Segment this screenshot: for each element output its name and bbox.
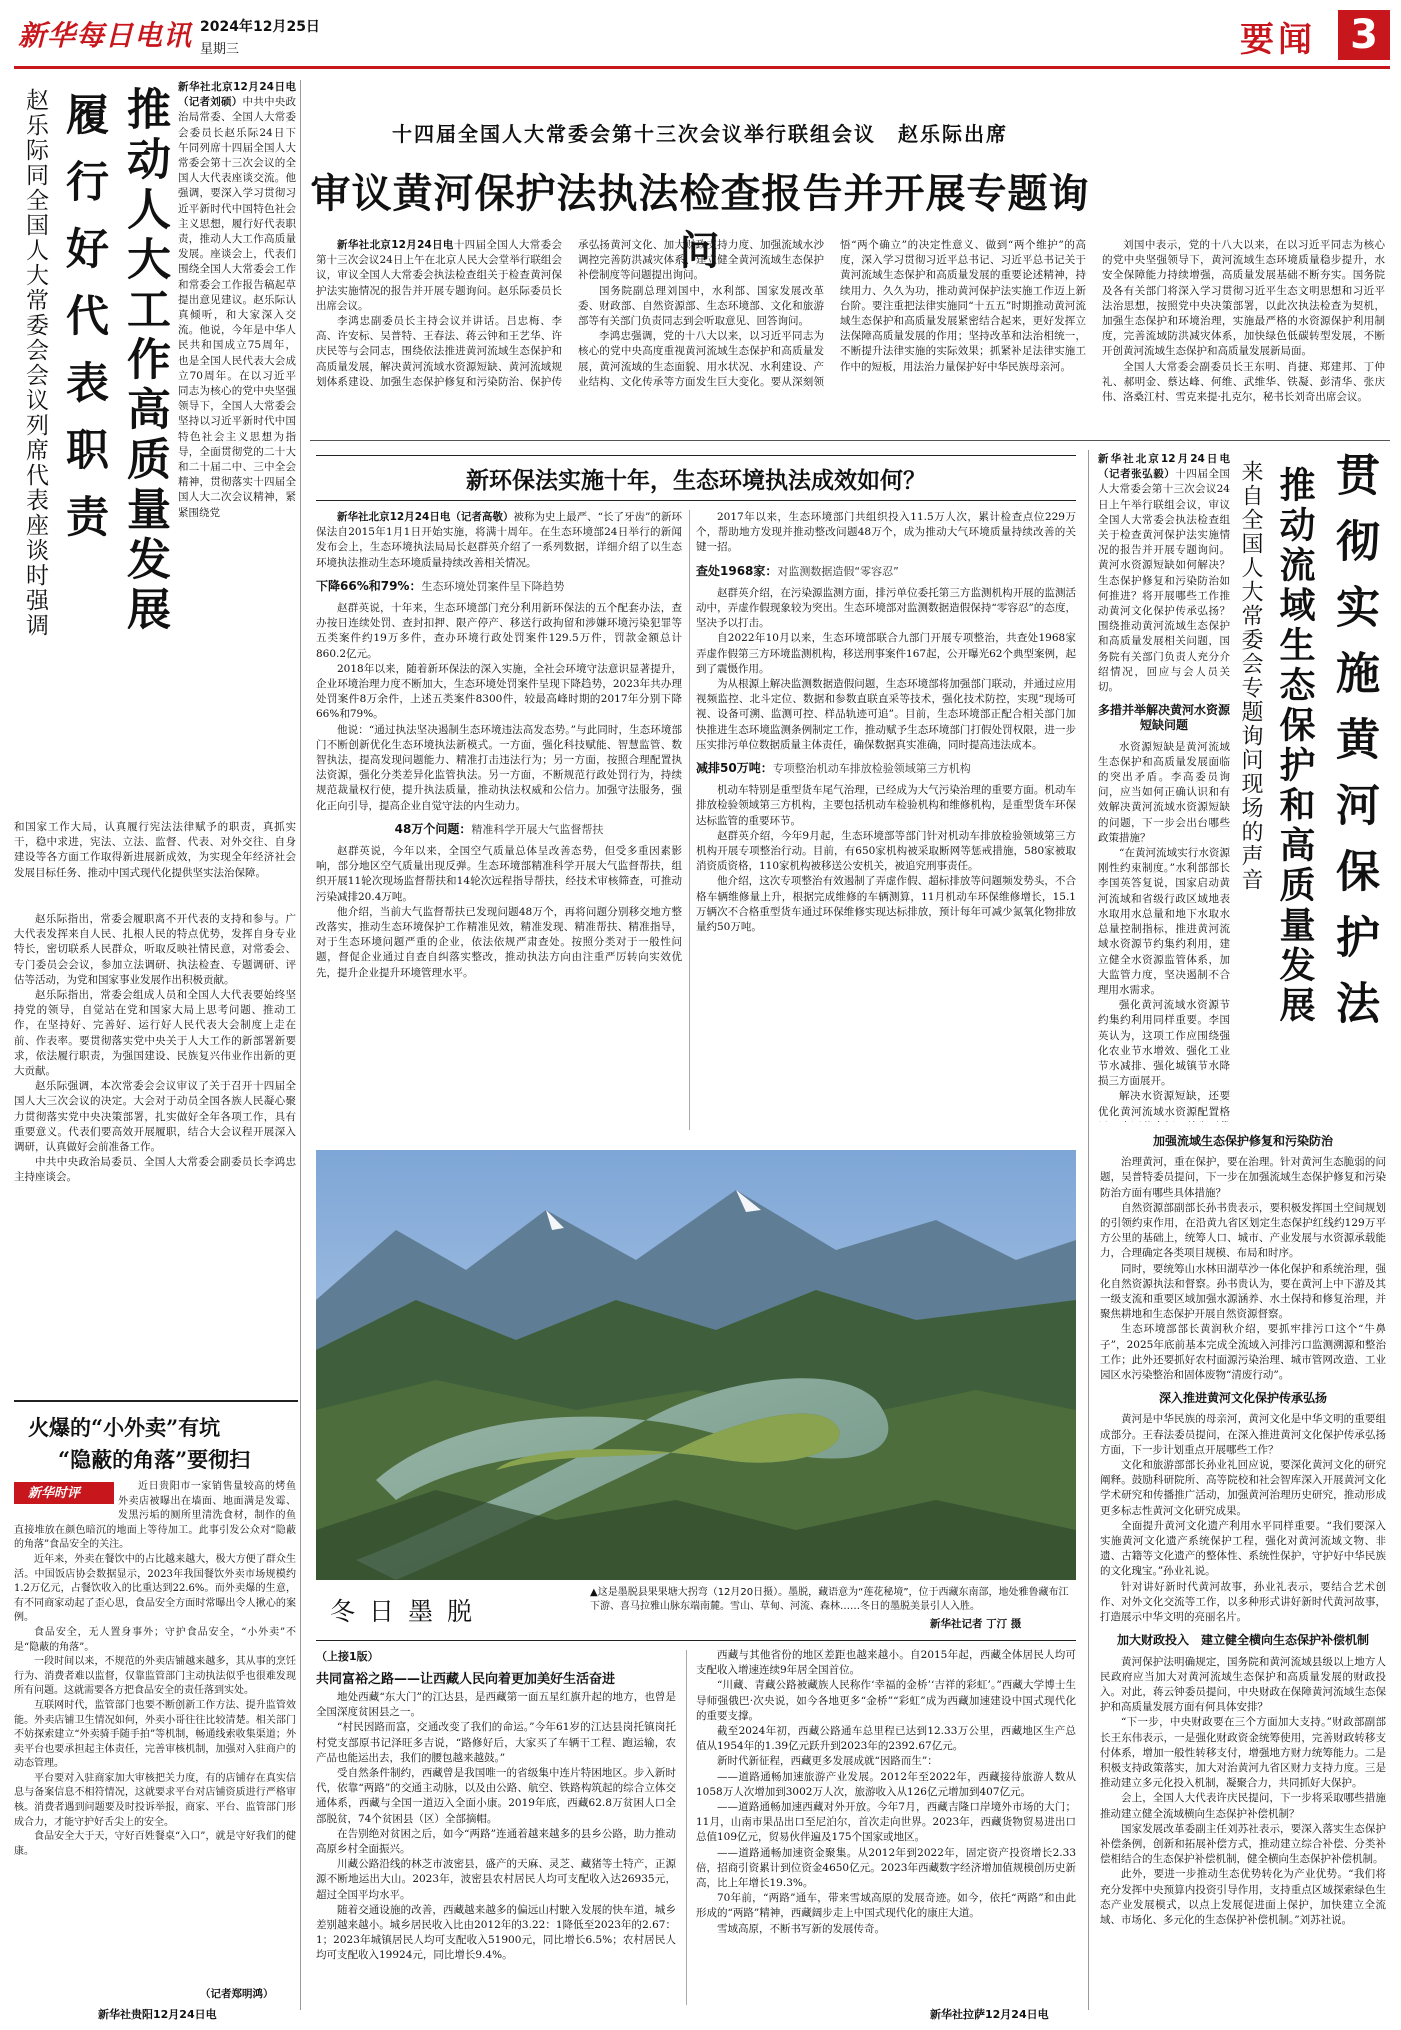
right-subhead: 多措并举解决黄河水资源短缺问题 — [1098, 703, 1230, 733]
right-subhead: 深入推进黄河文化保护传承弘扬 — [1158, 1391, 1327, 1406]
bottom-para: 随着交通设施的改善，西藏越来越多的偏远山村駛入发展的快车道，城乡差别越来越小。城乡居民收入比由2012年的3.22：1降低至2023年的2.67：1；2023年城镇居民人均可支配收入51900元，同比增长6.5%；农村居民人均可支配收入19924元，同比增长9.4%。 — [316, 1903, 676, 1962]
masthead-weekday: 星期三 — [200, 42, 240, 57]
lead-bottom-rule — [310, 440, 1390, 441]
masthead-date: 2024年12月25日 — [200, 19, 320, 35]
middle-story-headline: 新环保法实施十年，生态环境执法成效如何？ — [466, 467, 926, 494]
middle-col-1 — [316, 510, 682, 1140]
right-para: 黄河是中华民族的母亲河，黄河文化是中华文明的重要组成部分。王春法委员提问，在深入推进黄河文化保护传承弘扬方面，下一步计划重点开展哪些工作？ — [1100, 1413, 1386, 1456]
bottom-para: ——道路通畅加速旅游产业发展。2012年至2022年，西藏接待旅游人数从1058万人次增加到3002万人次，旅游收入从126亿元增加到407亿元。 — [696, 1770, 1076, 1798]
middle-para: 他介绍，当前大气监督帮扶已发现问题48万个，再将问题分别移交地方整改落实，推动生态环境保护工作精准见效，精准发现、精准帮扶、精准指导，对于生态环境问题严重的企业，依法依规严肃查处。按照分类对于一般性问题，督促企业通过自查自纠落实整改，推动执法方向由注重严厉转向实效优先，提升企业提升环境管理水平。 — [316, 905, 682, 979]
middle-subhead-text: 对监测数据造假“零容忍” — [777, 564, 899, 578]
left-story-para: 和国家工作大局，认真履行宪法法律赋予的职责，真抓实干，稳中求进，宪法、立法、监督、代表、对外交往、自身建设等各方面工作取得新进展新成效，为实现全年经济社会发展目标任务、推动中国式现代化提供坚实法治保障。 — [14, 821, 296, 879]
middle-subhead-text: 生态环境处罚案件呈下降趋势 — [421, 579, 565, 593]
motuo-landscape-photo — [316, 1150, 1076, 1580]
bottom-para: 川藏公路沿线的林芝市波密县，盛产的天麻、灵芝、藏猪等土特产，正源源不断地运出大山。2023年，波密县农村居民人均可支配收入达26935元，超过全国平均水平。 — [316, 1858, 676, 1901]
bottom-para: “川藏、青藏公路被藏族人民称作‘幸福的金桥’‘吉祥的彩虹’。”西藏大学博士生导师强俄巴·次央说，如今各地更多“金桥”“彩虹”成为西藏加速建设中国式现代化的重要支撑。 — [696, 1679, 1076, 1722]
bottom-story-top-rule — [316, 1640, 1076, 1641]
commentary-para: 近年来，外卖在餐饮中的占比越来越大，极大方便了群众生活。中国饭店协会数据显示，2023年我国餐饮外卖市场规模约1.2万亿元，占餐饮收入的比重达到22.6%。而外卖爆的生意，有不同商家动起了歪心思，食品安全方面时常曝出令人揪心的案例。 — [14, 1553, 296, 1624]
right-story-narrow-col — [1098, 452, 1230, 1122]
middle-intro: 被称为史上最严、“长了牙齿”的新环保法自2015年1月1日开始实施，将满十周年。在生态环境部24日举行的新闻发布会上，生态环境执法局局长赵群英介绍了一系列数据，详细介绍了以生态环境执法推动生态环境质量持续改善相关情况。 — [316, 511, 682, 569]
right-subhead: 加大财政投入 建立健全横向生态保护补偿机制 — [1116, 1633, 1369, 1648]
bottom-para: “村民因路而富，交通改变了我们的命运。”今年61岁的江达县岗托镇岗托村党支部原书记泽旺多吉说，“路修好后，大家买了车辆干工程、跑运输，农产品也能运出去，我们的腰包越来越鼓。” — [316, 1721, 676, 1764]
photo-credit: 新华社记者 丁汀 摄 — [930, 1618, 1022, 1630]
middle-story-head-rule — [316, 500, 1076, 501]
left-story-title-2: 履行好代表职责 — [59, 92, 109, 561]
middle-para: 自2022年10月以来，生态环境部联合九部门开展专项整治，共查处1968家弄虚作假第三方环境监测机构，移送刑事案件167起，公开曝光62个典型案例，起到了震慑作用。 — [696, 632, 1076, 675]
middle-subhead — [696, 761, 1076, 777]
middle-para: 赵群英说，今年以来，全国空气质量总体呈改善态势，但受多重因素影响，部分地区空气质量出现反弹。生态环境部精准科学开展大气监督帮扶，组织开展11轮次现场监督帮扶和14轮次远程指导帮扶，经技术审核筛查，可推动污染减排20.4万吨。 — [316, 845, 682, 903]
right-story-dateline: 新华社北京12月24日电（记者张弘毅） — [1098, 453, 1230, 481]
lead-body — [316, 238, 1086, 433]
right-para: 会上，全国人大代表许庆民提问，下一步将采取哪些措施推动建立健全流域横向生态保护补偿机制？ — [1100, 1792, 1386, 1820]
left-story — [14, 80, 304, 910]
middle-para: 为从根源上解决监测数据造假问题，生态环境部将加强部门联动，并通过应用视频监控、北斗定位、数据和参数直联直采等技术，强化技术防控，实现“现场可视、设备可溯、监测可控、样品轨迹可追”。目前，生态环境部正配合相关部门加快推进生态环境监测条例制定工作，推动赋予生态环境部门打假处罚权限，进一步压实排污单位数据质量主体责任，确保数据真实准确，同时提高违法成本。 — [696, 678, 1076, 751]
middle-para: 赵群英介绍，今年9月起，生态环境部等部门针对机动车排放检验领域第三方机构开展专项整治行动。目前，有650家机构被采取断网等惩戒措施，580家被取消资质资格，110家机构被移送公安机关，被追究刑事责任。 — [696, 829, 1076, 873]
commentary-footer-dateline: 新华社贵阳12月24日电 — [98, 2008, 217, 2021]
middle-subhead-text: 精准科学开展大气监督帮扶 — [471, 822, 604, 836]
middle-subhead-number: 下降66%和79%： — [316, 578, 422, 593]
commentary-body — [14, 1480, 296, 2000]
lead-para: 刘国中表示，党的十八大以来，在以习近平同志为核心的党中央坚强领导下，黄河流域生态环境质量稳步提升，水安全保障能力持续增强，高质量发展基础不断夯实。国务院及各有关部门将深入学习贯彻习近平生态文明思想和习近平法治思想，按照党中央决策部署，以此次执法检查为契机，加强生态保护和环境治理，实施最严格的水资源保护利用制度，完善流域防洪减灾体系，加快绿色低碳转型发展，不断开创黄河流域生态保护和高质量发展新局面。 — [1102, 239, 1385, 358]
right-para: 国家发展改革委副主任刘苏社表示，要深入落实生态保护补偿条例，创新和拓展补偿方式，推动建立综合补偿、分类补偿相结合的生态保护补偿机制，健全横向生态保护补偿机制。 — [1100, 1822, 1386, 1866]
photo-caption-title: 冬日墨脱 — [330, 1597, 487, 1626]
middle-story-dateline: 新华社北京12月24日电（记者高敬） — [337, 511, 514, 523]
middle-subhead-text: 专项整治机动车排放检验领域第三方机构 — [772, 762, 971, 776]
middle-para: 赵群英介绍，在污染源监测方面，排污单位委托第三方监测机构开展的监测活动中，弄虚作假现象较为突出。生态环境部对监测数据造假保持“零容忍”的态度，坚决予以打击。 — [696, 586, 1076, 630]
middle-subhead — [696, 564, 1076, 580]
masthead-logo: 新华每日电讯 — [18, 19, 193, 52]
commentary-para: 近日贵阳市一家销售量较高的烤鱼外卖店被曝出在墙面、地面满是发霉、发黑污垢的厕所里清洗食材，制作的鱼直接堆放在颜色暗沉的地面上等待加工。此事引发公众对“隐蔽的角落”食品安全的关注。 — [14, 1481, 296, 1551]
commentary-title-1: 火爆的“小外卖”有坑 — [28, 1415, 221, 1440]
middle-subhead — [316, 579, 682, 595]
lead-para: 国务院副总理刘国中，水利部、国家发展改革委、财政部、自然资源部、生态环境部、文化和旅游部等有关部门负责同志到会听取意见、回答询问。 — [578, 284, 824, 328]
page-number: 3 — [1350, 12, 1378, 58]
bottom-para: 截至2024年初，西藏公路通车总里程已达到12.33万公里，西藏地区生产总值从1954年的1.39亿元跃升到2023年的2392.67亿元。 — [696, 1725, 1076, 1753]
right-para: “在黄河流域实行水资源刚性约束制度。”水利部部长李国英答复说，国家启动黄河流域和省级行政区域地表水取用水总量和地下水取水总量控制指标，推进黄河流域水资源节约集约利用，建立健全水资源监管体系，加大监管力度，坚决遏制不合理用水需求。 — [1098, 847, 1230, 996]
middle-para: 2018年以来，随着新环保法的深入实施，全社会环境守法意识显著提升，企业环境治理力度不断加大，生态环境处罚案件呈现下降趋势，2023年共办理处罚案件8万余件，上述五类案件8300件，较最高峰时期的2017年分别下降66%和79%。 — [316, 662, 682, 721]
masthead — [0, 0, 1401, 68]
bottom-para: 雪域高原，不断书写新的发展传奇。 — [717, 1922, 885, 1935]
bottom-para: 地处西藏“东大门”的江达县，是西藏第一面五星红旗升起的地方，也曾是全国深度贫困县之一。 — [316, 1691, 676, 1719]
middle-subhead-number: 减排50万吨： — [696, 761, 773, 776]
right-story-narrow-text: 十四届全国人大常委会第十三次会议24日上午举行联组会议，审议全国人大常委会执法检查组关于检查黄河保护法实施情况的报告并开展专题询问。黄河水资源短缺如何解决？生态保护修复和污染防治如何推进？将开展哪些工作推动黄河文化保护传承弘扬？围绕推动黄河流域生态保护和高质量发展相关问题，国务院有关部门负责人充分介绍情况，回应与会人员关切。 — [1098, 468, 1230, 694]
bottom-para: 受自然条件制约，西藏曾是我国唯一的省级集中连片特困地区。步入新时代，依靠“两路”的交通主动脉，以及由公路、航空、铁路构筑起的综合立体交通体系，西藏与全国一道迈入全面小康。2019年底，西藏62.8万贫困人口全部脱贫，74个贫困县（区）全部摘帽。 — [316, 1767, 676, 1825]
right-para: 针对讲好新时代黄河故事，孙业礼表示，要结合艺术创作、对外文化交流等工作，以多种形式讲好新时代黄河故事，打造展示中华文明的亮丽名片。 — [1100, 1580, 1386, 1624]
commentary-byline: （记者郑明鸿） — [200, 1988, 274, 2000]
left-story-title-1: 推动人大工作高质量发展 — [119, 86, 170, 636]
commentary-para: 食品安全大于天，守好百姓餐桌“入口”，就是守好我们的健康。 — [14, 1831, 296, 1857]
bottom-story-headline: 共同富裕之路——让西藏人民向着更加美好生活奋进 — [316, 1672, 616, 1687]
middle-intro-2: 2017年以来，生态环境部门共组织投入11.5万人次，累计检查点位229万个，帮助地方发现并推动整改问题48万个，成为推动大气环境质量持续改善的关键一招。 — [696, 511, 1076, 554]
lead-kicker: 十四届全国人大常委会第十三次会议举行联组会议 赵乐际出席 — [392, 122, 1008, 146]
middle-right-divider — [1088, 450, 1089, 2010]
middle-para: 他介绍，这次专项整治有效遏制了弄虚作假、超标排放等问题频发势头，不合格车辆维修量上升，根据完成维修的车辆测算，11月机动车环保维修增长，15.1万辆次不合格重型货车通过环保维修实现达标排放，预计每年可减少氮氧化物排放量约50万吨。 — [696, 875, 1076, 934]
left-col-divider — [300, 80, 301, 2010]
lead-dateline: 新华社北京12月24日电 — [337, 239, 454, 251]
commentary-top-rule — [14, 1400, 298, 1402]
bottom-para: 70年前，“两路”通车，带来雪域高原的发展奇迹。如今，依托“两路”和由此形成的“两路”精神，西藏阔步走上中国式现代化的康庄大道。 — [696, 1892, 1076, 1920]
lead-body-right — [1102, 238, 1385, 433]
middle-subhead-number: 查处1968家： — [696, 563, 778, 578]
photo-caption: ▲这是墨脱县果果塘大拐弯（12月20日摄）。墨脱，藏语意为“莲花秘境”，位于西藏东南部，地处雅鲁藏布江下游、喜马拉雅山脉东端南麓。雪山、草甸、河流、森林……冬日的墨脱美景引人入胜。 — [590, 1587, 1069, 1612]
lead-para: 十四届全国人大常委会第十三次会议24日上午在北京人民大会堂举行联组会议，审议全国人大常委会执法检查组关于检查黄河保护法实施情况的报告并开展专题询问。赵乐际委员长出席会议。 — [316, 239, 563, 312]
middle-story-top-rule — [316, 455, 1076, 456]
right-para: 自然资源部副部长孙书贵表示，要积极发挥国土空间规划的引领约束作用，在沿黄九省区划定生态保护红线约129万平方公里的基础上，统筹人口、城市、产业发展与水资源承载能力，合理确定各类项目规模、布局和时序。 — [1100, 1201, 1386, 1260]
left-story-narrow-text: 中共中央政治局常委、全国人大常委会委员长赵乐际24日下午同列席十四届全国人大常委会第十三次会议的全国人大代表座谈交流。他强调，要深入学习贯彻习近平新时代中国特色社会主义思想，履行好代表职责，推动人大工作高质量发展。座谈会上，代表们围绕全国人大常委会工作和常委会工作报告稿起草提出意见建议。赵乐际认真倾听，和大家深入交流。他说，今年是中华人民共和国成立75周年，也是全国人民代表大会成立70周年。在以习近平同志为核心的党中央坚强领导下，全国人大常委会坚持以习近平新时代中国特色社会主义思想为指导，全面贯彻党的二十大和二十届二中、三中全会精神，贯彻落实十四届全国人大二次会议精神，紧紧围绕党 — [178, 96, 296, 519]
middle-col-2 — [696, 510, 1076, 1140]
bottom-para: ——道路通畅加速西藏对外开放。今年7月，西藏吉隆口岸境外市场的大门；11月，山南市果品出口至尼泊尔，首次走向世界。2023年，西藏货物贸易进出口总值109亿元，贸易伙伴遍及175个国家或地区。 — [696, 1801, 1076, 1844]
left-story-dateline: 新华社北京12月24日电（记者刘硕） — [178, 81, 296, 109]
left-story-body-continued — [14, 912, 296, 1392]
bottom-story-footer-dateline: 新华社拉萨12月24日电 — [930, 2008, 1049, 2021]
right-story-body — [1100, 1130, 1386, 2010]
commentary-para: 食品安全，无人置身事外；守护食品安全，“小外卖”不是“隐蔽的角落”。 — [14, 1626, 296, 1653]
commentary-column-label: 新华时评 — [28, 1486, 81, 1501]
right-para: 此外，要进一步推动生态优势转化为产业优势。“我们将充分发挥中央预算内投资引导作用，支持重点区域探索绿色生态产业发展模式，以点上发展促进面上保护，加快建立全流域、市场化、多元化的生态保护补偿机制。”刘苏社说。 — [1100, 1868, 1386, 1926]
middle-para: 机动车特别是重型货车尾气治理，已经成为大气污染治理的重要方面。机动车排放检验领域第三方机构，主要包括机动车检验机构和维修机构，是重型货车环保达标监管的重要环节。 — [696, 784, 1076, 827]
middle-col-divider — [689, 510, 690, 1130]
commentary-para: 互联网时代，监管部门也要不断创新工作方法、提升监管效能。外卖店铺卫生情况如何，外卖小哥往往比较清楚。相关部门不妨探索建立“外卖骑手随手拍”等机制，畅通线索收集渠道；外卖平台也要承担起主体责任，完善审核机制，加强对入驻商户的动态管理。 — [14, 1699, 296, 1770]
right-para: 文化和旅游部部长孙业礼回应说，要深化黄河文化的研究阐释。鼓励科研院所、高等院校和社会智库深入开展黄河文化学术研究和传播推广活动，加强黄河治理历史研究，推动形成更多标志性黄河文化研究成果。 — [1100, 1459, 1386, 1517]
bottom-col-divider — [686, 1650, 687, 2005]
bottom-col-1 — [316, 1690, 676, 2000]
right-story-subtitle: 来自全国人大常委会专题询问现场的声音 — [1238, 460, 1263, 892]
left-story-para: 赵乐际指出，常委会履职离不开代表的支持和参与。广大代表发挥来自人民、扎根人民的特点优势，发挥自身专业特长，密切联系人民群众，听取反映社情民意，对常委会、专门委员会会议，参加立法调研、执法检查、专题调研、评估等活动，为党和国家事业发展作出积极贡献。 — [14, 913, 296, 986]
section-name: 要闻 — [1240, 20, 1316, 60]
bottom-story-note: （上接1版） — [316, 1650, 379, 1663]
commentary-para: 平台要对入驻商家加大审核把关力度，有的店铺存在真实信息与备案信息不相符情况，这就要求平台对店铺资质进行严格审核。消费者遇到问题要及时投诉举报，商家、平台、监管部门形成合力，才能守护好舌尖上的安全。 — [14, 1772, 296, 1828]
right-subhead: 加强流域生态保护修复和污染防治 — [1152, 1134, 1333, 1148]
right-para: 治理黄河，重在保护，要在治理。针对黄河生态脆弱的问题，吴普特委员提问，下一步在加强流域生态保护修复和污染防治方面有哪些具体措施？ — [1100, 1156, 1386, 1199]
lead-para: 李鸿忠副委员长主持会议并讲话。吕忠梅、李高、许安标、吴普特、王春法、蒋云钟和王艺华、许庆民等与会同志，围绕依法推进黄河流域生态保护和高质量发展，解决黄河流域水资源短缺、黄河流域规划体系建设、加强生态保护修复和污染防治、保护传承弘扬黄河文化、加大财政支持力度、加强流域水沙调控完善防洪减灾体系、建立健全黄河流域生态保护补偿制度等问题提出询问。 — [316, 239, 824, 388]
commentary-title-2: “隐蔽的角落”要彻扫 — [58, 1447, 251, 1472]
lead-para: 李鸿忠强调，党的十八大以来，以习近平同志为核心的党中央高度重视黄河流域生态保护和高质量发展，黄河流域的生态面貌、用水状况、水利建设、产业结构、文化传承等方面发生巨大变化。要从深刻领悟“两个确立”的决定性意义、做到“两个维护”的高度，深入学习贯彻习近平总书记、习近平总书记关于黄河流域生态保护和高质量发展的重要论述精神，持续用力、久久为功，推动黄河保护法实施工作迈上新台阶。要注重把法律实施同“十五五”时期推动黄河流域生态保护和高质量发展紧密结合起来，更好发挥立法保障高质量发展的作用；坚持改革和法治相统一，不断提升法律实施的实际效果；抓紧补足法律实施工作中的短板，用法治力量保护好中华民族母亲河。 — [578, 239, 1086, 388]
lead-para: 全国人大常委会副委员长王东明、肖捷、郑建邦、丁仲礼、郝明金、蔡达峰、何维、武维华、铁凝、彭清华、张庆伟、洛桑江村、雪克来提·扎克尔，秘书长刘奇出席会议。 — [1102, 360, 1385, 404]
lead-headline: 审议黄河保护法执法检查报告并开展专题询问 — [310, 170, 1090, 274]
middle-subhead — [316, 822, 682, 838]
left-story-body — [14, 820, 296, 910]
right-para: 黄河保护法明确规定，国务院和黄河流域县级以上地方人民政府应当加大对黄河流域生态保护和高质量发展的财政投入。对此，蒋云钟委员提问，中央财政在保障黄河流域生态保护和高质量发展方面有何具体安排？ — [1100, 1655, 1386, 1714]
middle-subhead-number: 48万个问题： — [394, 821, 472, 836]
middle-para: 赵群英说，十年来，生态环境部门充分利用新环保法的五个配套办法，查办按日连续处罚、查封扣押、限产停产、移送行政拘留和涉嫌环境污染犯罪等五类案件约19万多件，查办环境行政处罚案件129.5万件，罚款金额总计860.2亿元。 — [316, 602, 682, 660]
commentary-para: 一段时间以来，不规范的外卖店铺越来越多，其从事的烹饪行为、消费者难以监督，仅靠监管部门主动执法似乎也很难发现所有问题。这就需要各方把食品安全的责任落到实处。 — [14, 1656, 296, 1697]
masthead-rule — [14, 66, 1390, 69]
right-para: “下一步，中央财政要在三个方面加大支持。”财政部副部长王东伟表示，一是强化财政资金统筹使用，完善财政转移支付体系，增加一般性转移支付，增强地方财力统筹能力。二是积极支持政策落实，加大对治黄河九省区财力支持力度。三是推动建立多元化投入机制，凝聚合力，共同抓好大保护。 — [1100, 1716, 1386, 1790]
left-story-narrow-col — [178, 80, 296, 815]
left-story-para: 中共中央政治局委员、全国人大常委会副委员长李鸿忠主持座谈会。 — [14, 1156, 296, 1184]
right-para: 解决水资源短缺，还要优化黄河流域水资源配置格 — [1098, 1090, 1230, 1118]
right-para: 强化黄河流域水资源节约集约利用同样重要。李国英认为，这项工作应围绕强化农业节水增效、强化工业节水减排、强化城镇节水降损三方面展开。 — [1098, 999, 1230, 1088]
right-para: 生态环境部部长黄润秋介绍，要抓牢排污口这个“牛鼻子”，2025年底前基本完成全流域入河排污口监测溯源和整治工作；此外还要抓好农村面源污染治理、城市管网改造、工业园区水污染整治和固体废物“清废行动”。 — [1100, 1323, 1386, 1382]
right-para: 水资源短缺是黄河流域生态保护和高质量发展面临的突出矛盾。李高委员询问，应当如何正确认识和有效解决黄河流域水资源短缺的问题，下一步会出台哪些政策措施？ — [1098, 740, 1230, 844]
page-number-badge — [1338, 10, 1390, 60]
right-story-title-2: 推动流域生态保护和高质量发展 — [1274, 466, 1316, 1026]
left-story-para: 赵乐际指出，常委会组成人员和全国人大代表要始终坚持党的领导，自觉站在党和国家大局上思考问题、推动工作，在坚持好、完善好、运行好人民代表大会制度上走在前、作表率。要贯彻落实党中央关于人大工作的新部署新要求，依法履行职责，为强国建设、民族复兴伟业作出新的更大贡献。 — [14, 989, 296, 1078]
left-story-subtitle: 赵乐际同全国人大常委会会议列席代表座谈时强调 — [22, 88, 48, 638]
photo-frame — [316, 1150, 1076, 1580]
bottom-para: 新时代新征程，西藏更多发展成就“因路而生”： — [717, 1755, 938, 1768]
middle-para: 他说：“通过执法坚决遏制生态环境违法高发态势。”与此同时，生态环境部门不断创新优化生态环境执法新模式。一方面，强化科技赋能、智慧监管、数智执法，提高发现问题能力、精准打击违法行为；另一方面，按照合理配置执法资源，强化分类差异化监管执法。另一方面，不断规范行政处罚行为，持续规范裁量权行使，提升执法质量，推动执法权威和公信力。加强守法服务，强化正向引导，提高企业自觉守法的内生动力。 — [316, 723, 682, 812]
bottom-para: 西藏与其他省份的地区差距也越来越小。自2015年起，西藏全体居民人均可支配收入增速连续9年居全国首位。 — [696, 1649, 1076, 1677]
left-story-para: 赵乐际强调，本次常委会会议审议了关于召开十四届全国人大三次会议的决定。大会对于动员全国各族人民凝心聚力贯彻落实党中央决策部署，扎实做好全年各项工作，具有重要意义。代表们要高效开展履职，结合大会议程开展深入调研，认真做好会前准备工作。 — [14, 1080, 296, 1154]
bottom-col-2 — [696, 1648, 1076, 2000]
bottom-para: 在告别绝对贫困之后，如今“两路”连通着越来越多的县乡公路，助力推动高原乡村全面振兴。 — [316, 1827, 676, 1856]
right-para: 同时，要统筹山水林田湖草沙一体化保护和系统治理，强化自然资源执法和督察。孙书贵认为，要在黄河上中下游及其一级支流和重要区域加强水源涵养、水土保持和修复治理，并聚焦耕地和生态保护开展自然资源督察。 — [1100, 1262, 1386, 1321]
right-story-title-1: 贯彻实施黄河保护法 — [1328, 452, 1379, 1046]
right-para: 全面提升黄河文化遗产利用水平同样重要。“我们要深入实施黄河文化遗产系统保护工程，强化对黄河流域文物、非遗、古籍等文化遗产的整体性、系统性保护，守护好中华民族的文化瑰宝。”孙业礼说。 — [1100, 1519, 1386, 1578]
bottom-para: ——道路通畅加速资金聚集。从2012年到2022年，固定资产投资增长2.33倍，招商引资累计到位资金4650亿元。2023年西藏数字经济增加值规模创历史新高，比上年增长19.3%。 — [696, 1846, 1076, 1890]
